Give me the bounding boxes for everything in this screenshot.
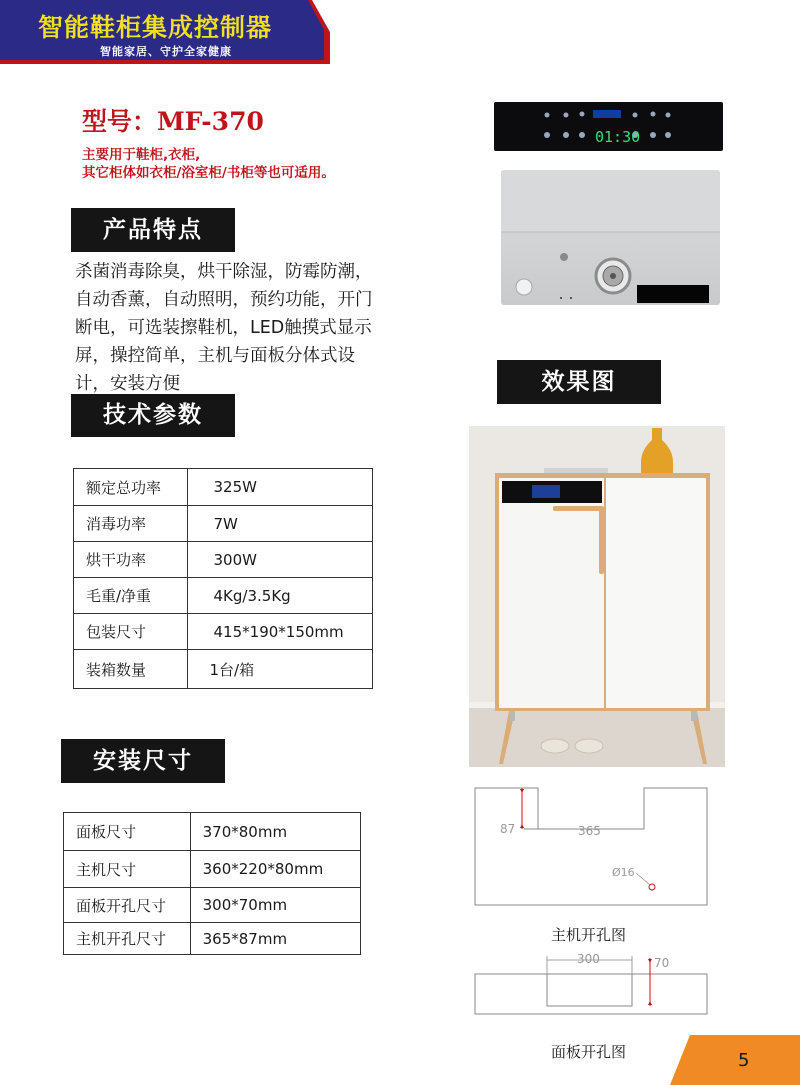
install-value: 370*80mm [190, 813, 360, 851]
host-dim-width: 365 [578, 824, 601, 838]
table-row [74, 506, 373, 542]
cabinet-photo [469, 426, 725, 767]
tech-heading: 技术参数 [71, 394, 235, 437]
tech-value: 4Kg/3.5Kg [187, 578, 372, 614]
tech-label: 消毒功率 [74, 506, 188, 542]
panel-cutout-diagram [474, 950, 710, 1016]
table-row [74, 650, 373, 689]
install-value: 360*220*80mm [190, 851, 360, 888]
page-number: 5 [738, 1050, 750, 1071]
features-text [75, 258, 425, 398]
tech-label: 烘干功率 [74, 542, 188, 578]
host-machine-image [501, 170, 720, 305]
host-dim-hole: Ø16 [612, 866, 635, 879]
features-line: 屏，操控简单，主机与面板分体式设 [75, 346, 355, 366]
install-value: 300*70mm [190, 888, 360, 923]
tech-label: 装箱数量 [74, 650, 188, 689]
features-line: 杀菌消毒除臭，烘干除湿，防霉防潮， [75, 262, 373, 282]
tech-value: 415*190*150mm [187, 614, 372, 650]
install-heading: 安装尺寸 [61, 739, 225, 783]
tech-value: 300W [187, 542, 372, 578]
panel-clock: 01:30 [595, 128, 641, 146]
usage-line-1: 主要用于鞋柜,衣柜, [82, 147, 201, 163]
tech-value: 7W [187, 506, 372, 542]
features-line: 计，安装方便 [75, 374, 180, 394]
table-row [74, 542, 373, 578]
usage-note [82, 146, 335, 182]
table-row [74, 614, 373, 650]
tech-value: 325W [187, 469, 372, 506]
tech-label: 毛重/净重 [74, 578, 188, 614]
table-row [64, 923, 361, 955]
install-value: 365*87mm [190, 923, 360, 955]
host-cutout-diagram [474, 787, 710, 908]
host-diagram-caption: 主机开孔图 [551, 926, 627, 944]
host-dim-height: 87 [500, 822, 516, 836]
install-label: 面板开孔尺寸 [64, 888, 191, 923]
tech-label: 包装尺寸 [74, 614, 188, 650]
model-number: 型号：MF-370 [82, 107, 264, 136]
banner-subtitle: 智能家居、守护全家健康 [100, 45, 232, 58]
tech-value: 1台/箱 [187, 650, 372, 689]
table-row [74, 469, 373, 506]
banner-title: 智能鞋柜集成控制器 [38, 13, 273, 42]
features-line: 自动香薰，自动照明，预约功能，开门 [75, 290, 373, 310]
panel-diagram-caption: 面板开孔图 [551, 1043, 627, 1061]
table-row [74, 578, 373, 614]
tech-label: 额定总功率 [74, 469, 188, 506]
features-heading: 产品特点 [71, 208, 235, 252]
panel-dim-height: 70 [654, 956, 670, 970]
install-label: 主机开孔尺寸 [64, 923, 191, 955]
install-table [63, 812, 361, 955]
effect-heading: 效果图 [497, 360, 661, 404]
usage-line-2: 其它柜体如衣柜/浴室柜/书柜等也可适用。 [82, 165, 335, 181]
panel-dim-width: 300 [577, 952, 600, 966]
install-label: 面板尺寸 [64, 813, 191, 851]
table-row [64, 888, 361, 923]
table-row [64, 813, 361, 851]
install-label: 主机尺寸 [64, 851, 191, 888]
page-tab-shape [670, 1035, 800, 1085]
header-banner [0, 0, 330, 64]
control-panel-image [494, 102, 723, 151]
table-row [64, 851, 361, 888]
tech-table [73, 468, 373, 689]
features-line: 断电，可选装擦鞋机，LED触摸式显示 [75, 318, 372, 338]
